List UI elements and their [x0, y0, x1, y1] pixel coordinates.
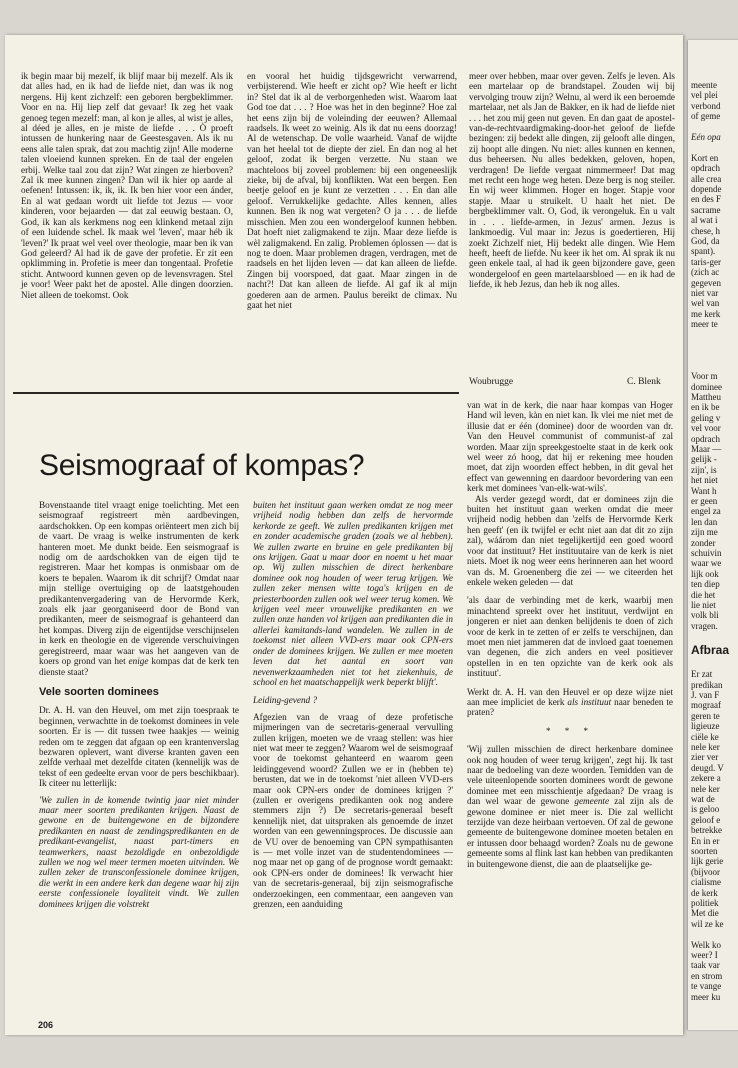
- right-page-line: schuivin: [691, 548, 722, 558]
- right-page-line: er geen: [691, 496, 718, 506]
- right-page-line: lijk ook: [691, 568, 719, 579]
- right-page-line: dopende: [691, 184, 722, 194]
- right-page-line: Want h: [691, 485, 717, 496]
- right-page-line: volk bli: [691, 610, 719, 621]
- right-page-line: ciële ke: [691, 731, 719, 742]
- right-page-line: en ik be: [691, 402, 720, 413]
- paragraph-kompas: van wat in de kerk, die naar haar kompas van Hoger Hand wil leven, kàn en niet kan. Ik vlei me niet met de illusie dat er één (dominee) door de woorden van dr. Van den Heuvel communist of communist-af zal worden. Maar zijn spreekgestoelte staat in de kerk ook wel weer zó hoog, dat hij er rekening mee houden moet, dat zijn woorden effect hebben, in dit geval het effect van gewenning en daardoor bevordering van een kerk met dominees 'van-elk-wat-wils'.: [467, 400, 673, 494]
- right-page-line: weer? I: [691, 950, 718, 960]
- left-page: [5, 35, 683, 1035]
- signature-place: Woubrugge: [469, 377, 514, 387]
- right-page-line: of geme: [691, 111, 721, 122]
- right-page-line: Mattheu: [691, 392, 721, 402]
- right-page-line: nele ker: [691, 783, 720, 794]
- right-page-line: niet var: [691, 288, 719, 298]
- right-page-line: meer te: [691, 319, 718, 330]
- right-page-line: sacrame: [691, 204, 721, 215]
- right-page-line: betrekke: [691, 825, 722, 836]
- intro-emphasis: enige: [128, 656, 149, 667]
- top-column-1: [21, 71, 233, 300]
- top-column-3-text: meer over hebben, maar over geven. Zelfs je leven. Als een martelaar op de brandstapel. Zouden wij bij vervolging trouw zijn? Welnu, al werd ik een beroemde martelaar, net als Jan de Bakker, en ik had de liefde niet . . . het zou mij geen nut geven. En dan gaat de apostel-van-de-rechtvaardigmaking-door-het geloof de liefde bezingen: zij bedekt alle dingen, zij gelooft alle dingen, zij hoopt alle dingen. Nu niet: alles kunnen en kennen, dus beheersen. Nu alles bedekken, geloven, hopen, verdragen! De liefde vergaat nimmermeer! Dat mag met recht een hoge weg heten. Deze berg is nog steiler. En wij weer klimmen. Hoger en hoger. Stapje voor stapje. Maar u struikelt. U haalt het niet. De bergbeklimmer valt. O, God, ik verongeluk. En u valt in . . . liefde-armen, in Jezus' armen. Jezus is lankmoedig. Vul maar in: Jezus is goedertieren, Hij zoekt Zichzelf niet, Hij bedekt alle dingen. Wie Hem heeft, heeft de liefde. Nu keer ik het om. Al sprak ik nu geen enkele taal, al had ik geen bijzondere gave, geen wondergeloof en geen martelaarsbloed — en ik had de liefde, ik heb Jezus, dan heb ik nog alles.: [469, 71, 675, 290]
- right-page-line: lie niet: [691, 600, 716, 610]
- right-page-line: wat de: [691, 794, 715, 804]
- right-page-line: en strom: [691, 970, 723, 981]
- paragraph-van-den-heuvel: Dr. A. H. van den Heuvel, om met zijn toespraak te beginnen, verwachtte in de toekomst dominees in vele soorten. Er is — dit tussen twee haakjes — weinig reden om te zeggen dat afgaan op een krantenverslag bezwaren oplevert, want diverse kranten gaven een zelfde verhaal met dezelfde citaten (kennelijk was de tekst of een gedeelte ervan voor de pers beschikbaar). Ik citeer nu letterlijk:: [39, 705, 239, 789]
- subheading-leiding-gevend: Leiding-gevend ?: [253, 695, 318, 706]
- paragraph-herkenbare: [467, 744, 673, 869]
- right-page-line: taris-ger: [691, 256, 721, 267]
- right-page-line: God, da: [691, 236, 720, 246]
- right-page-line: wel van: [691, 298, 720, 309]
- paragraph-afgezien: Afgezien van de vraag of deze profetische mijmeringen van de secretaris-generaal vervulling zullen krijgen, moeten we de vraag stellen: was hier niet wat meer te zeggen? Waarom wel de seismograaf voor de toekomst gehanteerd en waarom geen leidinggevend woord? Zullen we er in (hebben te) berusten, dat we in de toekomst 'niet alleen VVD-ers maar ook CPN-ers onder de dominees krijgen ?' (zullen er overigens predikanten ook nog andere stemmers zijn ?) De secretaris-generaal beseft kennelijk niet, dat uitspraken als genoemde de inzet worden van een gewenningsproces. De discussie aan de VU over de benoeming van CPN sympathisanten is — met volle inzet van de studentendominees — nog maar net op gang of de prognose wordt gemaakt: ook CPN-ers onder de dominees! Ik verwacht hier van de secretaris-generaal, bij zijn seismografische onderzoekingen, een commentaar, een aangeven van grenzen, een aanduiding: [253, 711, 453, 910]
- right-page-line: te vange: [691, 981, 722, 992]
- quote-part-2: buiten het instituut gaan werken omdat ze nog meer vrijheid nodig hebben dan zelfs de hervormde kerkorde ze geeft. We zullen predikanten krijgen met en zonder academische graden (zoals we al hebben). We zullen zwarte en bruine en gele predikanten bij ons krijgen. Gaat u maar door en noemt u het maar op. Wij zullen misschien de direct herkenbare dominee ook nog houden of weer terug krijgen. We zullen zeker mensen witte toga's krijgen en de priesterboorden zullen ook wel weer terug komen. We krijgen veel meer vrouwelijke predikanten en we zullen onze handen vol krijgen aan predikanten die in allerlei kamitands-land wandelen. We zullen in de toekomst niet alleen VVD-ers maar ook CPN-ers onder de dominees krijgen. We zullen er mee moeten leven dat het aantal en soort van nevenwerkzaamheden niet tot het ziekenhuis, de school en het maatschappelijk werk beperkt blijft'.: [253, 500, 453, 687]
- right-page-heading: Afbraa: [691, 643, 730, 658]
- page-number: 206: [38, 1020, 54, 1030]
- right-page-line: meente: [691, 80, 717, 90]
- right-page-line: wil ze ke: [691, 918, 724, 929]
- paragraph-werkt: [467, 687, 673, 718]
- right-page-line: Eén opa: [691, 132, 721, 142]
- right-page-line: En in er: [691, 835, 720, 846]
- right-page: [688, 40, 738, 1030]
- right-page-line: (zich ac: [691, 267, 720, 278]
- section-stars: * * *: [546, 725, 594, 736]
- right-page-line: predikan: [691, 679, 723, 690]
- quote-groenenberg: 'als daar de verbinding met de kerk, waarbij men minachtend spreekt over het instituut, verdwijnt en jongeren er niet aan denken belijdenis te doen of zich voor de kerk in te zetten of er zelfs te verschijnen, dan moet men niet jammeren dat de invloed gaat toenemen van degenen, die zich anders en veel positiever opstellen in en ten opzichte van de kerk ook als instituut'.: [467, 595, 673, 679]
- right-page-line: taak var: [691, 960, 720, 971]
- intro-end: kompas dat de kerk ten dienste staat?: [39, 656, 240, 677]
- right-page-line: deugd. V: [691, 762, 724, 773]
- right-page-line: het niet: [691, 475, 718, 486]
- intro-text: Bovenstaande titel vraagt enige toelichting. Met een seismograaf registreert mèn aardbevingen, aardschokken. Op een kompas oriënteert men zich bij de vaart. De vraag is welke instrumenten de kerk hanteren moet. Me dunkt beide. Een seismograaf is nodig om de aardschokken van de eigen tijd te registreren. Maar het kompas is onmisbaar om de koers te bepalen. Waarom ik dit schrijf? Omdat naar mijn stellige overtuiging op de laatstgehouden predikantenvergadering van de Hervormde Kerk, zoals elk jaar georganiseerd door de Bond van predikanten, meer de seismograaf is gehanteerd dan het kompas. Diverg zijn de eigentijdse verschijnselen in kerk en theologie en de vigerende verschuivingen geregistreerd, maar waar was het aangeven van de koers op grond van het: [39, 500, 239, 667]
- right-page-line: geling v: [691, 412, 721, 423]
- right-page-line: soorten: [691, 846, 718, 856]
- right-page-line: (bijvoor: [691, 866, 720, 877]
- right-page-line: Welk ko: [691, 939, 722, 950]
- right-page-line: vel plei: [691, 90, 718, 101]
- right-page-line: len dan: [691, 516, 718, 527]
- right-page-line: Kort en: [691, 152, 719, 163]
- section-divider: [13, 392, 459, 394]
- right-page-line: zekere a: [691, 773, 721, 784]
- right-page-line: waar we: [691, 558, 722, 569]
- article-column-1: [39, 500, 239, 909]
- article-title: Seismograaf of kompas?: [39, 449, 365, 482]
- right-page-line: Voor m: [691, 371, 718, 382]
- herkenbare-text-b: zal zijn als de gewone dominee er niet meer is. Die zal wellicht terzijde van deze heirbaan vertoeven. Of zal de gewone gemeente de buitengewone dominee moeten betalen en er intussen door behaagd worden? Zoals nu de gewone gemeente soms al flink last kan hebben van predikanten in buitengewone dienst, die aan de plaatselijke ge-: [467, 796, 674, 869]
- werkt-text-a: Werkt dr. A. H. van den Heuvel er op deze wijze niet aan mee impliciet de kerk: [467, 686, 673, 707]
- top-column-2-text: en vooral het huidig tijdsgewricht verwarrend, verbijsterend. Wie heeft er zicht op? Wie heeft er licht in? Stel dat ik al de verborgenheden wist. Waarom laat God toe dat . . . ? Hoe was het in den beginne? Hoe zal het eens zijn bij de voleinding der eeuwen? Allemaal raadsels. Ik weet zo weinig. Als ik dat nu eens doorzag! Al de wetenschap. De volle waarheid. Vanaf de wijdte van het heelal tot de diepte der ziel. En dan nog al het geloof, zodat ik bergen verzette. Nu staan we machteloos bij zoveel problemen: bij een ongeneeslijk zieke, bij de afval, bij konflikten. Wat een bergen. Een beetje geloof en je kunt ze verzetten . . . En dan alle geloof. Verrukkelijke gedachte. Alles kennen, alles kunnen. Ben ik nog wat vergeten? O ja . . . de liefde misschien. Men zou een wondergeloof kunnen hebben. Dat hoeft niet zaligmakend te zijn. Maar deze liefde is wèl zaligmakend. En zalig. Problemen óplossen — dat is nog te doen. Maar problemen dragen, verdragen, met de raadsels en het lijden leven — dat kan alleen de liefde. Zingen bij voorspoed, dat gaat. Maar zingen in de nacht?! Dat kan alleen de liefde. Al gaf ik al mijn goederen aan de armen. Paulus bereikt de climax. Nu gaat het niet: [247, 71, 457, 310]
- right-page-line: gelijk -: [691, 454, 717, 465]
- werkt-text-b: naar beneden te praten?: [467, 696, 674, 718]
- right-page-line: en des F: [691, 194, 721, 205]
- right-page-line: nele ker: [691, 742, 720, 752]
- right-page-line: al wat i: [691, 215, 718, 226]
- right-page-line: zijn', is: [691, 464, 717, 475]
- herkenbare-text-a: 'Wij zullen misschien de direct herkenbare dominee ook nog houden of weer terug krijgen', zegt hij. Ik tast naar de bedoeling van deze woorden. Temidden van de vele uiteenlopende soorten dominees wordt de gewone dominee met een misschientje afgedaan? De vraag is dan wel waar de gewone: [467, 744, 673, 807]
- right-page-line: de kerk: [691, 887, 718, 898]
- right-page-line: alle crea: [691, 173, 722, 184]
- top-column-1-text: ik begin maar bij mezelf, ik blijf maar bij mezelf. Als ik dat alles had, en ik had de liefde niet, dan was ik nog nergens. Hij kent zichzelf: een geboren bergbeklimmer. Voor en na. Hij liep zelf dat gevaar! Ik zeg het vaak genoeg tegen mezelf: man, al kon je alles, al wist je alles, al déed je alles, en je miste de liefde . . . Ò proeft intussen de hunkering naar de Geestesgaven. Als ik nu eens alle talen sprak, dat zou machtig zijn! Alle moderne talen vloeiend kunnen spreken. En de taal der engelen erbij. Welke taal zou dat zijn? Wat zingen ze hierboven? Zal ik mee kunnen zingen? Dan wil ik hier op aarde al oefenen! Intussen: ik, ik, ik. Ik ben hier voor een ánder, En al wat gedaan wordt uit liefde tot Jezus — voor kinderen, voor bejaarden — dat zal eeuwig bestaan. O, God, ik kan als kerkmens nog een klinkend metaal zijn of een luidende schel. Ik maak wel 'leven', maar héb ik 'leven?' Ik praat wel veel over theologie, maar ben ik van God geleerd? Al had ik de gave der profetie. Er zit een opklimming in. Profetie is meer dan tongentaal. Profetie sticht. Antwoord kunnen geven op de levensvragen. Stel je voor! Weer pakt het de apostel. Alle dingen doorzien. Niet alleen de toekomst. Ook: [21, 71, 233, 300]
- right-page-line: lijk gerie: [691, 856, 724, 867]
- right-page-line: gegeven: [691, 277, 721, 288]
- right-page-line: Maar —: [691, 444, 722, 454]
- signature-author: C. Blenk: [627, 377, 661, 387]
- right-page-line: is geloo: [691, 804, 720, 815]
- right-page-line: opdrach: [691, 433, 720, 444]
- right-page-line: zier ver: [691, 752, 719, 763]
- quote-part-1: 'We zullen in de komende twintig jaar niet minder maar meer soorten predikanten krijgen. Naast de gewone en de buitengewone en de bijzondere predikanten en naast de zendingspredikanten en de predikant-evangelist, naast part-timers en teamwerkers, naast bezoldigde en onbezoldigde zullen we nog wel meer termen moeten uitvinden. We zullen zeker de transconfessionele dominee krijgen, die werkt in een andere kerk dan degene waar hij zijn eerste confessionele loyaliteit vindt. We zullen dominees krijgen die volstrekt: [39, 794, 239, 909]
- top-column-3: [469, 71, 675, 290]
- paragraph-instituut: Als verder gezegd wordt, dat er dominees zijn die buiten het instituut gaan werken omdat die meer vrijheid nodig hebben dan 'zelfs de Hervormde Kerk hen geeft' (en ik twijfel er echt niet aan dat dit zo zijn zal), wáárom dan niet tegelijkertijd een goed woord voor dat instituut? Het instituutaire van de kerk is niet niets. Moet ik nog weer eens herinneren aan het woord van ds. M. Groenenberg die zei — we citeerden het enkele weken geleden — dat: [467, 493, 673, 587]
- right-page-line: meer ku: [691, 991, 721, 1002]
- intro-paragraph: [39, 500, 239, 677]
- right-page-line: zonder: [691, 537, 716, 548]
- right-page-line: engel za: [691, 506, 721, 517]
- right-page-line: politiek: [691, 898, 719, 908]
- right-page-line: vragen.: [691, 620, 718, 631]
- right-page-line: zijn me: [691, 527, 718, 538]
- right-page-line: ten diep: [691, 579, 720, 590]
- right-page-line: Er zat: [691, 669, 713, 680]
- right-page-line: spant).: [691, 246, 716, 257]
- right-page-line: cialisme: [691, 877, 721, 888]
- right-page-line: verbond: [691, 100, 721, 111]
- werkt-emphasis: als instituut: [567, 696, 612, 707]
- right-page-line: me kerk: [691, 308, 721, 319]
- top-column-2: [247, 71, 457, 310]
- right-page-line: die het: [691, 589, 716, 600]
- right-page-line: dominee: [691, 381, 722, 392]
- right-page-line: Met die: [691, 908, 719, 919]
- right-page-line: opdrach: [691, 163, 720, 174]
- right-page-line: ligieuze: [691, 721, 720, 732]
- right-page-line: chese, h: [691, 225, 720, 236]
- subheading-vele-soorten: Vele soorten dominees: [39, 685, 159, 698]
- right-page-line: J. van F: [691, 690, 720, 700]
- herkenbare-emphasis: gemeente: [574, 796, 610, 807]
- right-page-line: geloof e: [691, 814, 721, 825]
- article-column-3: [467, 400, 673, 869]
- right-page-line: vel voor: [691, 423, 721, 434]
- article-column-2: [253, 500, 453, 909]
- right-page-line: geren te: [691, 710, 720, 721]
- right-page-line: mograaf: [691, 700, 721, 711]
